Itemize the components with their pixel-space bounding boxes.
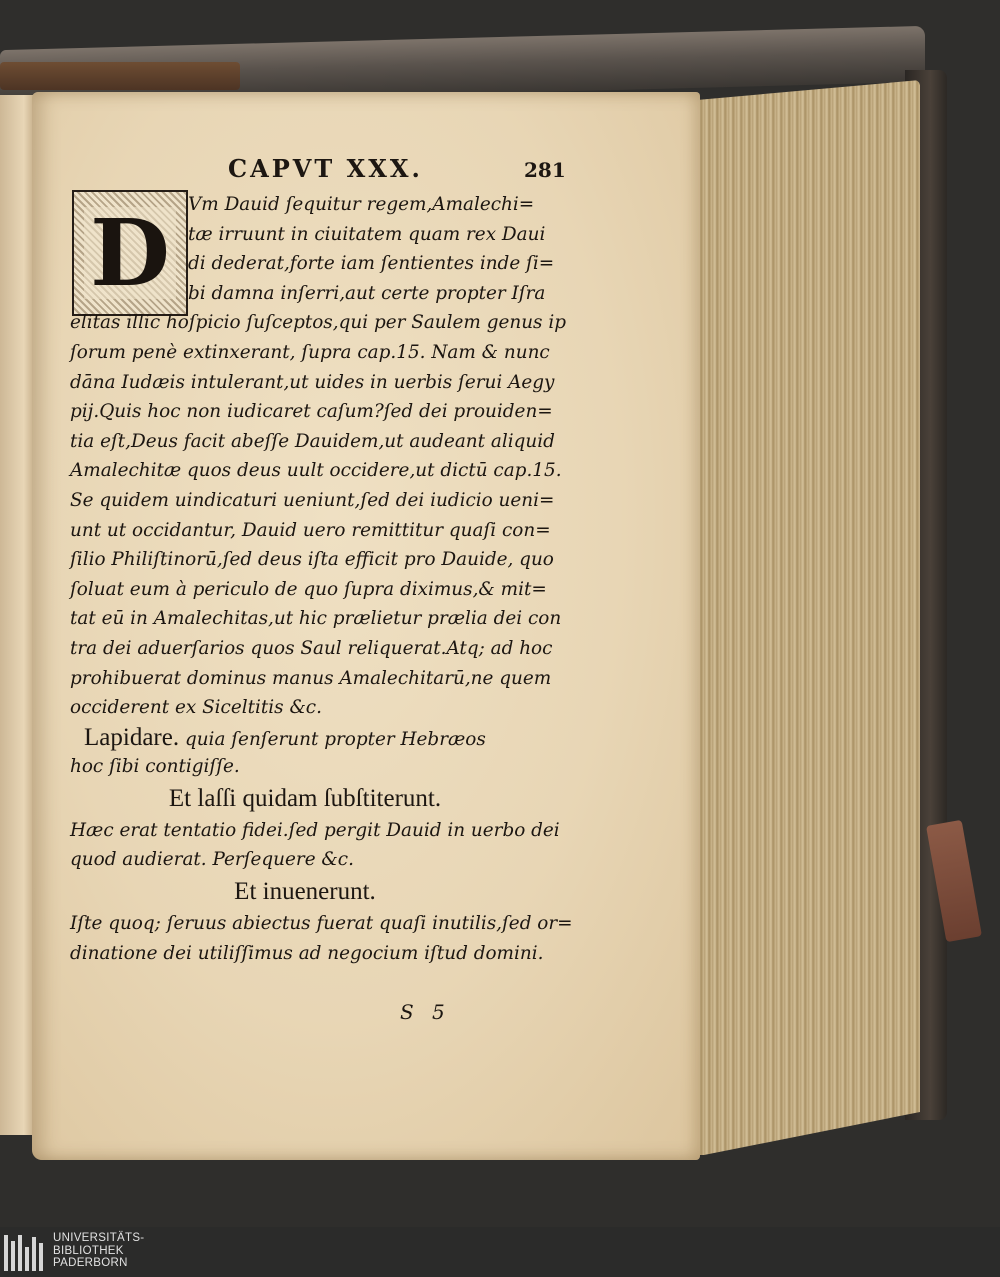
footer-bar: [0, 1227, 1000, 1277]
library-logo-icon: [4, 1235, 46, 1271]
text-line: bi damna inſerri,aut certe propter Iſra: [188, 282, 546, 304]
text-line: Se quidem uindicaturi ueniunt,ſed dei iudicio ueni=: [70, 489, 555, 511]
text-line: pij.Quis hoc non iudicaret caſum?ſed dei prouiden=: [70, 401, 553, 423]
text-line: occiderent ex Siceltitis &c.: [70, 697, 322, 719]
text-line: tat eū in Amalechitas,ut hic prælietur prælia dei con: [70, 608, 562, 630]
text-line: tia eſt,Deus facit abeſſe Dauidem,ut audeant aliquid: [70, 430, 555, 452]
text-line: tæ irruunt in ciuitatem quam rex Daui: [188, 223, 546, 245]
text-line: prohibuerat dominus manus Amalechitarū,ne quem: [70, 667, 552, 689]
text-line: ſorum penè extinxerant, ſupra cap.15. Nam & nunc: [70, 341, 550, 363]
text-line: hoc ſibi contigiſſe.: [70, 756, 240, 778]
running-head-title: CAPVT XXX.: [228, 154, 423, 183]
text-line: quod audierat. Perſequere &c.: [70, 849, 354, 871]
lemma-heading: Et laſſi quidam ſubſtiterunt.: [168, 784, 442, 812]
initial-letter: D: [84, 207, 176, 299]
library-name-line: BIBLIOTHEK: [53, 1244, 124, 1257]
text-line: Iſte quoq; ſeruus abiectus fuerat quaſi inutilis,ſed or=: [70, 913, 573, 935]
page-number: 281: [524, 158, 566, 182]
book-page: [32, 92, 700, 1160]
book-spine: [0, 62, 240, 90]
lemma-heading: Lapidare.: [84, 723, 180, 751]
text-line: Amalechitæ quos deus uult occidere,ut dictū cap.15.: [70, 460, 562, 482]
text-line: elitas illic hoſpicio ſuſceptos,qui per Saulem genus ip: [70, 312, 566, 334]
lemma-line: [70, 875, 540, 909]
signature-mark: S 5: [400, 1000, 451, 1024]
text-line: Vm Dauid ſequitur regem,Amalechi=: [188, 194, 535, 215]
page-text: [70, 190, 573, 968]
text-line: dāna Iudæis intulerant,ut uides in uerbis ſerui Aegy: [70, 371, 555, 393]
lemma-heading: Et inuenerunt.: [234, 878, 376, 906]
text-span: quia ſenſerunt propter Hebræos: [179, 728, 486, 750]
library-name: [53, 1232, 144, 1270]
library-name-line: PADERBORN: [53, 1257, 128, 1269]
lemma-line: [70, 782, 540, 816]
running-head: [228, 154, 588, 183]
text-line: ſoluat eum à periculo de quo ſupra diximus,& mit=: [70, 578, 547, 600]
text-line: dinatione dei utiliſſimus ad negocium iſtud domini.: [70, 942, 544, 964]
page-fore-edge: [680, 80, 920, 1155]
text-line: unt ut occidantur, Dauid uero remittitur quaſi con=: [70, 519, 551, 541]
text-line: di dederat,forte iam ſentientes inde ſi=: [188, 253, 555, 275]
library-name-line: UNIVERSITÄTS-: [53, 1232, 145, 1244]
text-line: tra dei aduerſarios quos Saul reliquerat.Atq; ad hoc: [70, 637, 553, 659]
left-page-edge: [0, 95, 34, 1135]
text-line: ſilio Philiſtinorū,ſed deus iſta efficit pro Dauide, quo: [70, 549, 554, 571]
text-line: Hæc erat tentatio fidei.ſed pergit Dauid in uerbo dei: [70, 819, 560, 841]
paragraph-line: [70, 723, 540, 753]
